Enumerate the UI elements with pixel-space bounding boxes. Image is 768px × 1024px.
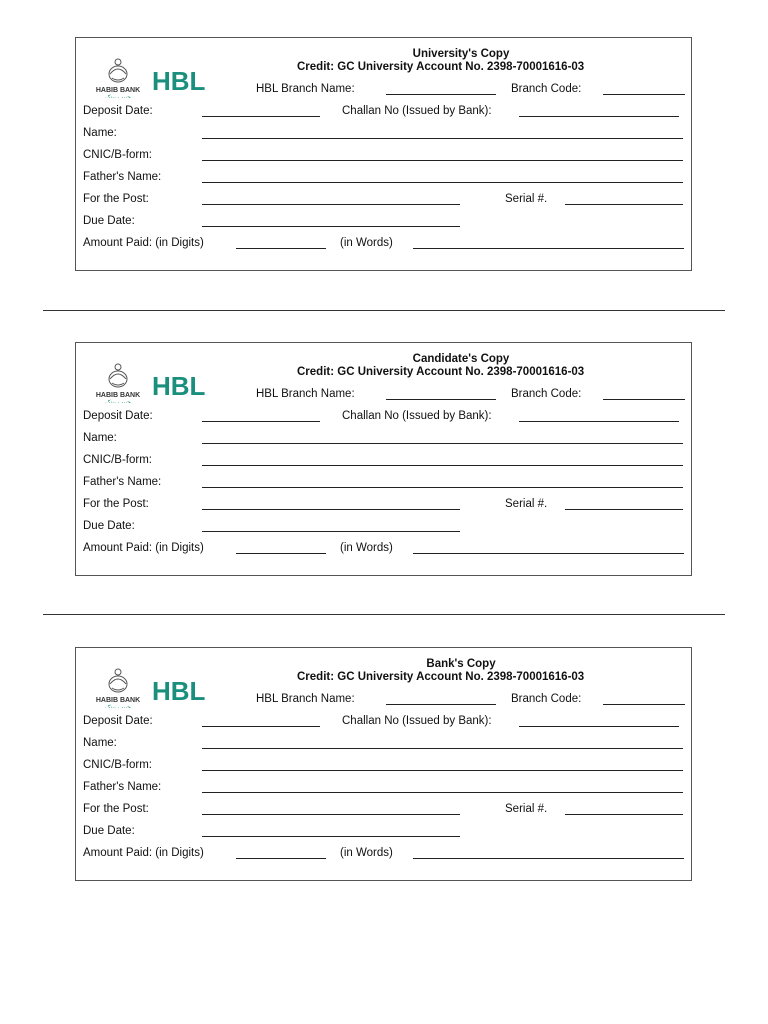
cnic-label: CNIC/B-form: — [83, 149, 152, 161]
cnic-label: CNIC/B-form: — [83, 454, 152, 466]
challan-field[interactable] — [519, 116, 679, 117]
emblem-caption: HABIB BANK — [95, 392, 141, 399]
amount-digits-label: Amount Paid: (in Digits) — [83, 847, 204, 859]
branch-code-label: Branch Code: — [511, 83, 582, 95]
name-label: Name: — [83, 432, 117, 444]
post-field[interactable] — [202, 814, 460, 815]
father-name-field[interactable] — [202, 487, 683, 488]
habib-bank-emblem-icon — [86, 357, 226, 403]
name-label: Name: — [83, 127, 117, 139]
serial-label: Serial #. — [505, 803, 548, 815]
amount-digits-field[interactable] — [236, 248, 326, 249]
branch-name-label: HBL Branch Name: — [256, 693, 355, 705]
hbl-wordmark: HBL — [152, 371, 206, 401]
amount-words-field[interactable] — [413, 553, 684, 554]
urdu-caption: حبیب بینک — [105, 94, 131, 98]
father-name-field[interactable] — [202, 792, 683, 793]
cnic-field[interactable] — [202, 465, 683, 466]
urdu-caption: حبیب بینک — [105, 704, 131, 708]
branch-code-field[interactable] — [603, 94, 685, 95]
branch-name-field[interactable] — [386, 399, 496, 400]
cnic-field[interactable] — [202, 770, 683, 771]
cnic-label: CNIC/B-form: — [83, 759, 152, 771]
deposit-date-label: Deposit Date: — [83, 410, 153, 422]
copy-title: University's Copy — [412, 48, 510, 60]
deposit-date-field[interactable] — [202, 116, 320, 117]
credit-account: Credit: GC University Account No. 2398-70001616-03 — [297, 671, 585, 683]
due-date-label: Due Date: — [83, 520, 135, 532]
due-date-field[interactable] — [202, 226, 460, 227]
challan-label: Challan No (Issued by Bank): — [342, 105, 492, 117]
serial-field[interactable] — [565, 509, 683, 510]
amount-digits-label: Amount Paid: (in Digits) — [83, 542, 204, 554]
deposit-date-field[interactable] — [202, 726, 320, 727]
name-field[interactable] — [202, 748, 683, 749]
post-field[interactable] — [202, 204, 460, 205]
hbl-logo — [86, 52, 226, 98]
branch-name-label: HBL Branch Name: — [256, 388, 355, 400]
name-field[interactable] — [202, 443, 683, 444]
branch-code-label: Branch Code: — [511, 388, 582, 400]
branch-name-field[interactable] — [386, 94, 496, 95]
copy-title: Candidate's Copy — [412, 353, 510, 365]
father-name-field[interactable] — [202, 182, 683, 183]
due-date-field[interactable] — [202, 836, 460, 837]
serial-field[interactable] — [565, 814, 683, 815]
challan-label: Challan No (Issued by Bank): — [342, 410, 492, 422]
post-label: For the Post: — [83, 498, 149, 510]
emblem-caption: HABIB BANK — [95, 697, 141, 704]
due-date-label: Due Date: — [83, 215, 135, 227]
post-label: For the Post: — [83, 193, 149, 205]
challan-slip-university — [75, 37, 692, 271]
challan-slip-bank — [75, 647, 692, 881]
amount-words-field[interactable] — [413, 858, 684, 859]
challan-field[interactable] — [519, 726, 679, 727]
branch-code-label: Branch Code: — [511, 693, 582, 705]
due-date-label: Due Date: — [83, 825, 135, 837]
cut-line — [43, 310, 725, 311]
credit-account: Credit: GC University Account No. 2398-70001616-03 — [297, 61, 585, 73]
amount-digits-label: Amount Paid: (in Digits) — [83, 237, 204, 249]
cnic-field[interactable] — [202, 160, 683, 161]
father-name-label: Father's Name: — [83, 476, 162, 488]
credit-account: Credit: GC University Account No. 2398-70001616-03 — [297, 366, 585, 378]
challan-label: Challan No (Issued by Bank): — [342, 715, 492, 727]
post-field[interactable] — [202, 509, 460, 510]
amount-words-label: (in Words) — [340, 542, 393, 554]
amount-words-label: (in Words) — [340, 237, 393, 249]
amount-digits-field[interactable] — [236, 553, 326, 554]
amount-words-label: (in Words) — [340, 847, 393, 859]
serial-label: Serial #. — [505, 193, 548, 205]
serial-label: Serial #. — [505, 498, 548, 510]
habib-bank-emblem-icon — [86, 52, 226, 98]
serial-field[interactable] — [565, 204, 683, 205]
hbl-logo — [86, 357, 226, 403]
challan-slip-candidate — [75, 342, 692, 576]
amount-words-field[interactable] — [413, 248, 684, 249]
urdu-caption: حبیب بینک — [105, 399, 131, 403]
challan-field[interactable] — [519, 421, 679, 422]
father-name-label: Father's Name: — [83, 781, 162, 793]
hbl-logo — [86, 662, 226, 708]
amount-digits-field[interactable] — [236, 858, 326, 859]
father-name-label: Father's Name: — [83, 171, 162, 183]
branch-code-field[interactable] — [603, 704, 685, 705]
copy-title: Bank's Copy — [426, 658, 496, 670]
branch-name-field[interactable] — [386, 704, 496, 705]
branch-code-field[interactable] — [603, 399, 685, 400]
hbl-wordmark: HBL — [152, 66, 206, 96]
deposit-date-label: Deposit Date: — [83, 715, 153, 727]
habib-bank-emblem-icon — [86, 662, 226, 708]
due-date-field[interactable] — [202, 531, 460, 532]
deposit-date-field[interactable] — [202, 421, 320, 422]
emblem-caption: HABIB BANK — [95, 87, 141, 94]
post-label: For the Post: — [83, 803, 149, 815]
cut-line — [43, 614, 725, 615]
name-label: Name: — [83, 737, 117, 749]
deposit-date-label: Deposit Date: — [83, 105, 153, 117]
branch-name-label: HBL Branch Name: — [256, 83, 355, 95]
name-field[interactable] — [202, 138, 683, 139]
hbl-wordmark: HBL — [152, 676, 206, 706]
